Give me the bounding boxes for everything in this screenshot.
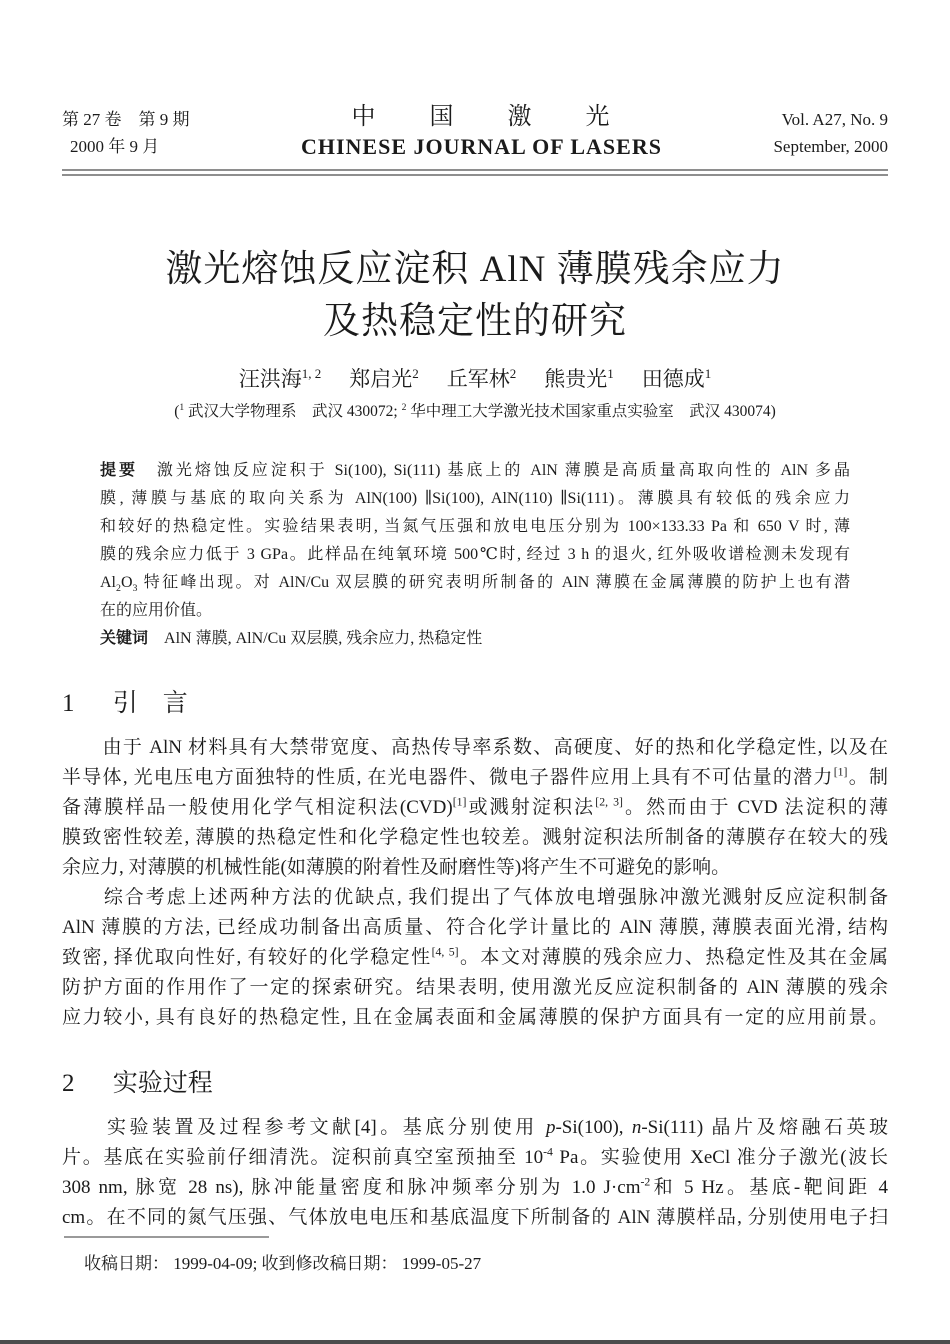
author-name: 丘军林$^2$ (446, 366, 517, 391)
scan-artifact-bottom-edge (0, 1340, 950, 1344)
text-line: 半导体, 光电压电方面独特的性质, 在光电器件、微电子器件应用上具有不可估量的潜力[1]。制 (62, 765, 888, 788)
article-title-line-1: 激光熔蚀反应淀积 AlN 薄膜残余应力 (165, 249, 785, 290)
text-line: 关键词 AlN 薄膜, AlN/Cu 双层膜, 残余应力, 热稳定性 (100, 630, 483, 647)
text-line: 膜致密性较差, 薄膜的热稳定性和化学稳定性也较差。溅射淀积法所制备的薄膜存在较大的残 (62, 827, 888, 848)
article-body (0, 686, 950, 1277)
section-1-title: 引 言 (112, 690, 188, 717)
journal-issue-volume: 第 27 卷 第 9 期 (62, 110, 190, 129)
text-line: 308 nm, 脉宽 28 ns), 脉冲能量密度和脉冲频率分别为 1.0 $J\cdot cm^{-2}$和 5 Hz。基底-靶间距 4 (62, 1175, 889, 1198)
journal-issue-block (62, 106, 190, 160)
author-name: 汪洪海$^{1, 2}$ (238, 366, 322, 391)
text-line: 片。基底在实验前仔细清洗。淀积前真空室预抽至 $10^{-4}$ Pa。实验使用 XeCl 准分子激光(波长 (62, 1145, 888, 1168)
author-name: 熊贵光$^1$ (544, 366, 614, 391)
journal-header (0, 0, 950, 162)
text-line: 提要 激光熔蚀反应淀积于 Si(100), Si(111) 基底上的 AlN 薄膜是高质量高取向性的 AlN 多晶 (100, 462, 850, 479)
journal-volume-block (773, 106, 888, 160)
text-line: 在的应用价值。 (100, 602, 213, 619)
text-line: AlN 薄膜的方法, 已经成功制备出高质量、符合化学计量比的 AlN 薄膜, 薄膜表面光滑, 结构 (62, 917, 888, 938)
journal-title-block (190, 102, 774, 162)
section-2-title: 实验过程 (112, 1070, 213, 1097)
paragraph (62, 1113, 888, 1233)
section-1-heading (62, 686, 888, 722)
journal-volume-date: September, 2000 (773, 137, 888, 156)
text-line: 致密, 择优取向性好, 有较好的化学稳定性[4, 5]。本文对薄膜的残余应力、热稳定性及其在金属 (62, 945, 888, 968)
journal-title-en: CHINESE JOURNAL OF LASERS (300, 134, 662, 159)
text-line: 应力较小, 具有良好的热稳定性, 且在金属表面和金属薄膜的保护方面具有一定的应用前景。 (62, 1007, 888, 1028)
author-name: 郑启光$^2$ (349, 366, 419, 391)
text-line: 和较好的热稳定性。实验结果表明, 当氮气压强和放电电压分别为 100×133.33 Pa 和 650 V 时, 薄 (100, 518, 850, 535)
text-line: 备薄膜样品一般使用化学气相淀积法(CVD)[1]或溅射淀积法[2, 3]。然而由于 CVD 法淀积的薄 (62, 795, 888, 818)
text-line: $Al_2O_3$ 特征峰出现。对 AlN/Cu 双层膜的研究表明所制备的 AlN 薄膜在金属薄膜的防护上也有潜 (100, 574, 850, 595)
text-line: 余应力, 对薄膜的机械性能(如薄膜的附着性及耐磨性等)将产生不可避免的影响。 (62, 857, 731, 878)
section-1-number: 1 (62, 690, 75, 717)
journal-volume-number: Vol. A27, No. 9 (781, 110, 888, 129)
text-line: 防护方面的作用作了一定的探索研究。结果表明, 使用激光反应淀积制备的 AlN 薄膜的残余 (62, 977, 888, 998)
text-line: 实验装置及过程参考文献[4]。基底分别使用 p-Si(100), n-Si(111) 晶片及熔融石英玻 (62, 1117, 889, 1138)
text-line: 综合考虑上述两种方法的优缺点, 我们提出了气体放电增强脉冲激光溅射反应淀积制备 (62, 887, 888, 908)
journal-issue-date: 2000 年 9 月 (70, 137, 160, 156)
authors-line (0, 364, 950, 394)
article-title (0, 244, 950, 348)
section-2-number: 2 (62, 1070, 75, 1097)
journal-title-cn: 中 国 激 光 (351, 104, 612, 130)
received-date-footnote: 收稿日期： 1999-04-09; 收到修改稿日期： 1999-05-27 (84, 1254, 482, 1273)
text-line: 膜, 薄膜与基底的取向关系为 AlN(100) ∥Si(100), AlN(110) ∥Si(111)。薄膜具有较低的残余应力 (100, 490, 850, 507)
affiliation-line: ($^1$ 武汉大学物理系 武汉 430072; $^2$ 华中理工大学激光技术国家重点实验室 武汉 430074) (174, 401, 776, 420)
paragraph (62, 883, 888, 1033)
text-line: 由于 AlN 材料具有大禁带宽度、高热传导率系数、高硬度、好的热和化学稳定性, 以及在 (62, 737, 888, 758)
header-double-rule (62, 169, 888, 176)
text-line: cm。在不同的氮气压强、气体放电电压和基底温度下所制备的 AlN 薄膜样品, 分别使用电子扫 (62, 1207, 888, 1228)
abstract-block (100, 457, 850, 653)
section-2-heading (62, 1066, 888, 1102)
text-line: 膜的残余应力低于 3 GPa。此样品在纯氧环境 500℃时, 经过 3 h 的退火, 红外吸收谱检测未发现有 (100, 546, 850, 563)
author-name: 田德成$^1$ (641, 366, 712, 391)
paragraph (62, 733, 888, 883)
footnote-rule (64, 1236, 269, 1238)
article-title-line-2: 及热稳定性的研究 (323, 301, 627, 342)
